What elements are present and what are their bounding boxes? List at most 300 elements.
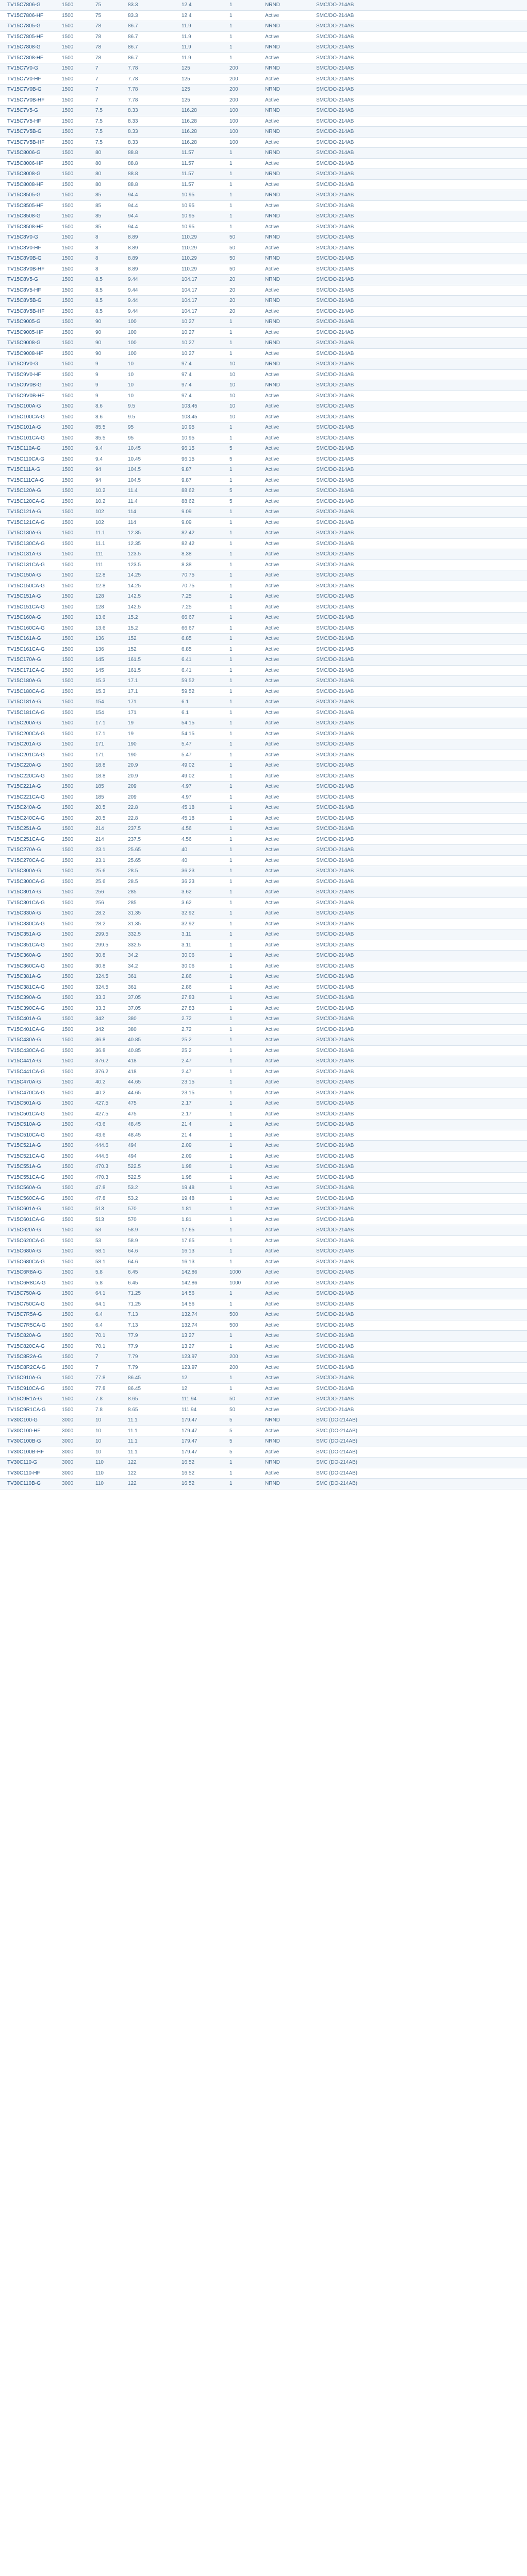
cell-part-number[interactable]: TV15C120CA-G	[0, 496, 55, 507]
cell-peak-power: 1500	[55, 528, 88, 539]
cell-leakage-current: 1	[222, 338, 258, 349]
cell-part-number[interactable]: TV15C910CA-G	[0, 1383, 55, 1394]
cell-standoff-voltage: 8	[88, 243, 121, 253]
cell-part-number[interactable]: TV15C161CA-G	[0, 644, 55, 655]
cell-part-number[interactable]: TV15C160A-G	[0, 613, 55, 623]
cell-peak-current: 6.41	[174, 665, 222, 676]
cell-part-number[interactable]: TV15C8V0-HF	[0, 243, 55, 253]
cell-part-number[interactable]: TV15C8508-HF	[0, 222, 55, 232]
cell-status: Active	[258, 581, 309, 591]
cell-package: SMC/DO-214AB	[309, 1225, 527, 1236]
cell-part-number[interactable]: TV30C110-G	[0, 1458, 55, 1468]
cell-part-number[interactable]: TV15C9005-HF	[0, 327, 55, 338]
cell-peak-power: 1500	[55, 908, 88, 919]
cell-standoff-voltage: 427.5	[88, 1098, 121, 1109]
cell-peak-current: 23.15	[174, 1088, 222, 1098]
cell-part-number[interactable]: TV15C501A-G	[0, 1098, 55, 1109]
cell-leakage-current: 1	[222, 327, 258, 338]
cell-breakdown-voltage: 418	[121, 1056, 174, 1067]
cell-part-number[interactable]: TV15C7806-G	[0, 0, 55, 10]
table-row	[0, 1130, 527, 1141]
cell-peak-power: 1500	[55, 21, 88, 32]
cell-peak-power: 3000	[55, 1436, 88, 1447]
cell-part-number[interactable]: TV15C131CA-G	[0, 560, 55, 570]
cell-part-number[interactable]: TV15C9V0-G	[0, 359, 55, 370]
cell-leakage-current: 1	[222, 824, 258, 835]
cell-part-number[interactable]: TV15C301A-G	[0, 887, 55, 898]
cell-part-number[interactable]: TV15C390A-G	[0, 993, 55, 1004]
cell-leakage-current: 1	[222, 961, 258, 972]
cell-part-number[interactable]: TV15C270A-G	[0, 845, 55, 856]
cell-part-number[interactable]: TV15C8505-G	[0, 190, 55, 201]
cell-leakage-current: 1	[222, 982, 258, 993]
table-row	[0, 10, 527, 21]
cell-breakdown-voltage: 142.5	[121, 591, 174, 602]
cell-part-number[interactable]: TV15C170A-G	[0, 655, 55, 666]
cell-part-number[interactable]: TV15C910A-G	[0, 1373, 55, 1384]
cell-part-number[interactable]: TV15C351CA-G	[0, 940, 55, 951]
cell-part-number[interactable]: TV15C381CA-G	[0, 982, 55, 993]
cell-package: SMC/DO-214AB	[309, 359, 527, 370]
cell-part-number[interactable]: TV15C181A-G	[0, 697, 55, 708]
cell-part-number[interactable]: TV15C430CA-G	[0, 1045, 55, 1056]
cell-status: Active	[258, 623, 309, 634]
cell-part-number[interactable]: TV15C240A-G	[0, 803, 55, 814]
cell-standoff-voltage: 75	[88, 10, 121, 21]
cell-part-number[interactable]: TV15C351A-G	[0, 929, 55, 940]
table-row	[0, 560, 527, 570]
cell-leakage-current: 5	[222, 1415, 258, 1426]
cell-breakdown-voltage: 10.45	[121, 454, 174, 465]
cell-peak-power: 1500	[55, 1362, 88, 1373]
cell-part-number[interactable]: TV15C8505-HF	[0, 200, 55, 211]
cell-part-number[interactable]: TV15C441A-G	[0, 1056, 55, 1067]
cell-part-number[interactable]: TV15C8008-HF	[0, 179, 55, 190]
cell-package: SMC/DO-214AB	[309, 1172, 527, 1183]
cell-peak-current: 7.25	[174, 591, 222, 602]
cell-status: Active	[258, 1331, 309, 1342]
cell-status: NRND	[258, 296, 309, 307]
cell-part-number[interactable]: TV15C430A-G	[0, 1035, 55, 1046]
cell-part-number[interactable]: TV15C750CA-G	[0, 1299, 55, 1310]
cell-peak-power: 1500	[55, 549, 88, 560]
cell-part-number[interactable]: TV15C200CA-G	[0, 728, 55, 739]
cell-part-number[interactable]: TV15C7808-HF	[0, 53, 55, 63]
cell-peak-power: 1500	[55, 1109, 88, 1120]
cell-leakage-current: 1	[222, 1479, 258, 1489]
cell-part-number[interactable]: TV15C8V0B-G	[0, 253, 55, 264]
cell-standoff-voltage: 470.3	[88, 1172, 121, 1183]
cell-package: SMC/DO-214AB	[309, 84, 527, 95]
cell-part-number[interactable]: TV15C401A-G	[0, 1014, 55, 1025]
cell-breakdown-voltage: 522.5	[121, 1162, 174, 1173]
cell-part-number[interactable]: TV15C221CA-G	[0, 792, 55, 803]
cell-status: Active	[258, 74, 309, 84]
cell-part-number[interactable]: TV15C820CA-G	[0, 1341, 55, 1352]
cell-part-number[interactable]: TV15C240CA-G	[0, 813, 55, 824]
cell-status: Active	[258, 1162, 309, 1173]
cell-part-number[interactable]: TV15C8V5-HF	[0, 285, 55, 296]
cell-peak-current: 4.97	[174, 792, 222, 803]
cell-standoff-voltage: 47.8	[88, 1183, 121, 1194]
cell-peak-power: 1500	[55, 475, 88, 486]
cell-package: SMC/DO-214AB	[309, 1045, 527, 1056]
cell-leakage-current: 1	[222, 0, 258, 10]
cell-part-number[interactable]: TV15C151A-G	[0, 591, 55, 602]
cell-part-number[interactable]: TV15C221A-G	[0, 782, 55, 792]
cell-status: Active	[258, 1426, 309, 1436]
cell-breakdown-voltage: 171	[121, 707, 174, 718]
cell-part-number[interactable]: TV15C680A-G	[0, 1246, 55, 1257]
cell-part-number[interactable]: TV15C270CA-G	[0, 855, 55, 866]
cell-part-number[interactable]: TV15C7V0-G	[0, 63, 55, 74]
cell-peak-current: 4.56	[174, 824, 222, 835]
cell-part-number[interactable]: TV15C8V0B-HF	[0, 264, 55, 275]
cell-part-number[interactable]: TV15C470CA-G	[0, 1088, 55, 1098]
cell-status: NRND	[258, 232, 309, 243]
table-row	[0, 285, 527, 296]
cell-part-number[interactable]: TV15C131A-G	[0, 549, 55, 560]
cell-standoff-voltage: 7.5	[88, 127, 121, 138]
cell-part-number[interactable]: TV15C110CA-G	[0, 454, 55, 465]
cell-peak-power: 1500	[55, 538, 88, 549]
cell-part-number[interactable]: TV15C300A-G	[0, 866, 55, 877]
cell-part-number[interactable]: TV15C180CA-G	[0, 686, 55, 697]
cell-peak-power: 1500	[55, 1394, 88, 1405]
cell-standoff-voltage: 12.8	[88, 570, 121, 581]
cell-part-number[interactable]: TV15C8R2CA-G	[0, 1362, 55, 1373]
cell-part-number[interactable]: TV15C521CA-G	[0, 1151, 55, 1162]
cell-package: SMC/DO-214AB	[309, 1235, 527, 1246]
cell-part-number[interactable]: TV15C9R1CA-G	[0, 1404, 55, 1415]
table-row	[0, 1066, 527, 1077]
cell-part-number[interactable]: TV15C130A-G	[0, 528, 55, 539]
cell-part-number[interactable]: TV15C8006-HF	[0, 158, 55, 169]
cell-peak-current: 23.15	[174, 1077, 222, 1088]
cell-leakage-current: 1	[222, 919, 258, 929]
cell-part-number[interactable]: TV15C8V5B-G	[0, 296, 55, 307]
cell-part-number[interactable]: TV15C130CA-G	[0, 538, 55, 549]
cell-part-number[interactable]: TV15C620A-G	[0, 1225, 55, 1236]
cell-part-number[interactable]: TV15C7V5B-HF	[0, 137, 55, 148]
cell-part-number[interactable]: TV15C9V0-HF	[0, 369, 55, 380]
cell-leakage-current: 1	[222, 169, 258, 180]
cell-part-number[interactable]: TV15C9008-HF	[0, 348, 55, 359]
cell-part-number[interactable]: TV15C7V5-G	[0, 106, 55, 116]
cell-part-number[interactable]: TV30C100B-HF	[0, 1447, 55, 1458]
cell-breakdown-voltage: 237.5	[121, 824, 174, 835]
cell-status: Active	[258, 1024, 309, 1035]
cell-part-number[interactable]: TV15C9R1A-G	[0, 1394, 55, 1405]
table-row	[0, 1383, 527, 1394]
cell-package: SMC (DO-214AB)	[309, 1447, 527, 1458]
cell-part-number[interactable]: TV15C7V0B-G	[0, 84, 55, 95]
cell-status: Active	[258, 391, 309, 401]
cell-part-number[interactable]: TV15C381A-G	[0, 972, 55, 982]
cell-peak-current: 11.57	[174, 158, 222, 169]
cell-leakage-current: 1	[222, 771, 258, 782]
cell-breakdown-voltage: 15.2	[121, 623, 174, 634]
cell-package: SMC (DO-214AB)	[309, 1458, 527, 1468]
cell-part-number[interactable]: TV15C101CA-G	[0, 433, 55, 444]
cell-status: Active	[258, 1383, 309, 1394]
cell-leakage-current: 1	[222, 1035, 258, 1046]
cell-breakdown-voltage: 190	[121, 739, 174, 750]
cell-part-number[interactable]: TV15C501CA-G	[0, 1109, 55, 1120]
cell-part-number[interactable]: TV15C6R8CA-G	[0, 1278, 55, 1289]
cell-part-number[interactable]: TV15C7805-G	[0, 21, 55, 32]
cell-leakage-current: 1	[222, 1257, 258, 1267]
cell-package: SMC/DO-214AB	[309, 348, 527, 359]
cell-part-number[interactable]: TV15C7805-HF	[0, 31, 55, 42]
cell-part-number[interactable]: TV15C750A-G	[0, 1289, 55, 1299]
cell-breakdown-voltage: 522.5	[121, 1172, 174, 1183]
cell-package: SMC/DO-214AB	[309, 634, 527, 645]
cell-breakdown-voltage: 161.5	[121, 655, 174, 666]
cell-part-number[interactable]: TV15C510A-G	[0, 1120, 55, 1130]
cell-leakage-current: 1	[222, 813, 258, 824]
cell-part-number[interactable]: TV30C110-HF	[0, 1468, 55, 1479]
cell-leakage-current: 1	[222, 634, 258, 645]
cell-part-number[interactable]: TV15C161A-G	[0, 634, 55, 645]
cell-status: NRND	[258, 1479, 309, 1489]
cell-part-number[interactable]: TV15C100CA-G	[0, 412, 55, 422]
cell-part-number[interactable]: TV15C180A-G	[0, 676, 55, 687]
cell-part-number[interactable]: TV15C7V5-HF	[0, 116, 55, 127]
cell-part-number[interactable]: TV15C551A-G	[0, 1162, 55, 1173]
cell-part-number[interactable]: TV15C181CA-G	[0, 707, 55, 718]
cell-leakage-current: 1	[222, 1066, 258, 1077]
cell-peak-power: 1500	[55, 369, 88, 380]
cell-status: Active	[258, 475, 309, 486]
cell-peak-current: 14.56	[174, 1289, 222, 1299]
cell-peak-power: 1500	[55, 813, 88, 824]
cell-package: SMC/DO-214AB	[309, 285, 527, 296]
cell-standoff-voltage: 7.5	[88, 106, 121, 116]
cell-package: SMC/DO-214AB	[309, 613, 527, 623]
cell-part-number[interactable]: TV15C521A-G	[0, 1141, 55, 1151]
cell-part-number[interactable]: TV15C150A-G	[0, 570, 55, 581]
cell-leakage-current: 1	[222, 1130, 258, 1141]
cell-breakdown-voltage: 11.1	[121, 1415, 174, 1426]
cell-part-number[interactable]: TV15C330A-G	[0, 908, 55, 919]
cell-standoff-voltage: 13.6	[88, 613, 121, 623]
cell-leakage-current: 1	[222, 422, 258, 433]
cell-part-number[interactable]: TV15C441CA-G	[0, 1066, 55, 1077]
cell-peak-power: 1500	[55, 285, 88, 296]
cell-part-number[interactable]: TV15C9V0B-HF	[0, 391, 55, 401]
cell-peak-power: 1500	[55, 739, 88, 750]
cell-part-number[interactable]: TV15C101A-G	[0, 422, 55, 433]
cell-part-number[interactable]: TV15C8R2A-G	[0, 1352, 55, 1363]
cell-part-number[interactable]: TV15C820A-G	[0, 1331, 55, 1342]
cell-part-number[interactable]: TV15C360CA-G	[0, 961, 55, 972]
cell-part-number[interactable]: TV15C7V5B-G	[0, 127, 55, 138]
cell-part-number[interactable]: TV15C151CA-G	[0, 602, 55, 613]
table-row	[0, 1120, 527, 1130]
cell-standoff-voltage: 8.5	[88, 306, 121, 317]
cell-standoff-voltage: 25.6	[88, 876, 121, 887]
cell-peak-power: 1500	[55, 422, 88, 433]
cell-part-number[interactable]: TV15C551CA-G	[0, 1172, 55, 1183]
table-row	[0, 148, 527, 159]
cell-part-number[interactable]: TV15C330CA-G	[0, 919, 55, 929]
cell-part-number[interactable]: TV30C100B-G	[0, 1436, 55, 1447]
table-row	[0, 1183, 527, 1194]
cell-status: Active	[258, 528, 309, 539]
cell-part-number[interactable]: TV15C200A-G	[0, 718, 55, 729]
cell-part-number[interactable]: TV15C121CA-G	[0, 517, 55, 528]
table-row	[0, 507, 527, 518]
cell-standoff-voltage: 58.1	[88, 1246, 121, 1257]
table-row	[0, 686, 527, 697]
cell-status: NRND	[258, 169, 309, 180]
cell-standoff-voltage: 90	[88, 348, 121, 359]
cell-part-number[interactable]: TV15C8V0-G	[0, 232, 55, 243]
cell-part-number[interactable]: TV15C220A-G	[0, 760, 55, 771]
cell-part-number[interactable]: TV15C111CA-G	[0, 475, 55, 486]
table-row	[0, 972, 527, 982]
cell-package: SMC/DO-214AB	[309, 158, 527, 169]
cell-standoff-voltage: 15.3	[88, 676, 121, 687]
cell-part-number[interactable]: TV30C110B-G	[0, 1479, 55, 1489]
cell-part-number[interactable]: TV30C100-G	[0, 1415, 55, 1426]
cell-part-number[interactable]: TV15C9V0B-G	[0, 380, 55, 391]
table-row	[0, 253, 527, 264]
cell-part-number[interactable]: TV15C470A-G	[0, 1077, 55, 1088]
cell-part-number[interactable]: TV15C111A-G	[0, 465, 55, 476]
cell-peak-power: 1500	[55, 1278, 88, 1289]
cell-status: NRND	[258, 1458, 309, 1468]
cell-breakdown-voltage: 9.44	[121, 285, 174, 296]
cell-part-number[interactable]: TV15C601A-G	[0, 1204, 55, 1215]
cell-breakdown-voltage: 11.1	[121, 1436, 174, 1447]
cell-part-number[interactable]: TV15C7R5CA-G	[0, 1320, 55, 1331]
table-row	[0, 222, 527, 232]
table-row	[0, 1045, 527, 1056]
cell-package: SMC/DO-214AB	[309, 1214, 527, 1225]
cell-part-number[interactable]: TV15C121A-G	[0, 507, 55, 518]
cell-part-number[interactable]: TV15C390CA-G	[0, 1003, 55, 1014]
cell-leakage-current: 1	[222, 972, 258, 982]
cell-standoff-voltage: 256	[88, 887, 121, 898]
cell-peak-current: 8.38	[174, 549, 222, 560]
cell-part-number[interactable]: TV15C7V0B-HF	[0, 95, 55, 106]
cell-part-number[interactable]: TV15C171CA-G	[0, 665, 55, 676]
cell-part-number[interactable]: TV15C7806-HF	[0, 10, 55, 21]
table-row	[0, 792, 527, 803]
cell-part-number[interactable]: TV15C7808-G	[0, 42, 55, 53]
table-row	[0, 602, 527, 613]
cell-part-number[interactable]: TV15C360A-G	[0, 951, 55, 961]
cell-leakage-current: 200	[222, 95, 258, 106]
cell-standoff-voltage: 10	[88, 1426, 121, 1436]
cell-standoff-voltage: 78	[88, 53, 121, 63]
cell-leakage-current: 1	[222, 1204, 258, 1215]
table-row	[0, 993, 527, 1004]
cell-part-number[interactable]: TV15C8V5-G	[0, 275, 55, 285]
cell-package: SMC/DO-214AB	[309, 1257, 527, 1267]
cell-part-number[interactable]: TV30C100-HF	[0, 1426, 55, 1436]
cell-peak-power: 1500	[55, 644, 88, 655]
cell-breakdown-voltage: 361	[121, 972, 174, 982]
cell-standoff-voltage: 11.1	[88, 528, 121, 539]
table-row	[0, 1352, 527, 1363]
cell-status: Active	[258, 507, 309, 518]
cell-breakdown-voltage: 104.5	[121, 465, 174, 476]
cell-part-number[interactable]: TV15C9008-G	[0, 338, 55, 349]
table-row	[0, 1172, 527, 1183]
cell-leakage-current: 10	[222, 380, 258, 391]
cell-package: SMC/DO-214AB	[309, 200, 527, 211]
cell-breakdown-voltage: 20.9	[121, 760, 174, 771]
cell-peak-current: 10.27	[174, 348, 222, 359]
cell-part-number[interactable]: TV15C8006-G	[0, 148, 55, 159]
cell-part-number[interactable]: TV15C8508-G	[0, 211, 55, 222]
cell-status: Active	[258, 908, 309, 919]
cell-package: SMC/DO-214AB	[309, 391, 527, 401]
cell-standoff-voltage: 20.5	[88, 803, 121, 814]
cell-standoff-voltage: 90	[88, 338, 121, 349]
cell-status: Active	[258, 887, 309, 898]
cell-part-number[interactable]: TV15C8008-G	[0, 169, 55, 180]
cell-part-number[interactable]: TV15C6R8A-G	[0, 1267, 55, 1278]
cell-leakage-current: 5	[222, 444, 258, 454]
cell-status: Active	[258, 760, 309, 771]
cell-part-number[interactable]: TV15C100A-G	[0, 401, 55, 412]
table-row	[0, 845, 527, 856]
cell-part-number[interactable]: TV15C601CA-G	[0, 1214, 55, 1225]
cell-breakdown-voltage: 64.6	[121, 1257, 174, 1267]
cell-part-number[interactable]: TV15C560CA-G	[0, 1193, 55, 1204]
cell-peak-current: 125	[174, 63, 222, 74]
cell-part-number[interactable]: TV15C8V5B-HF	[0, 306, 55, 317]
cell-part-number[interactable]: TV15C301CA-G	[0, 897, 55, 908]
cell-peak-power: 1500	[55, 53, 88, 63]
table-row	[0, 634, 527, 645]
cell-standoff-voltage: 10	[88, 1436, 121, 1447]
cell-breakdown-voltage: 8.33	[121, 127, 174, 138]
cell-part-number[interactable]: TV15C7V0-HF	[0, 74, 55, 84]
cell-part-number[interactable]: TV15C401CA-G	[0, 1024, 55, 1035]
cell-part-number[interactable]: TV15C510CA-G	[0, 1130, 55, 1141]
cell-status: NRND	[258, 106, 309, 116]
cell-package: SMC/DO-214AB	[309, 602, 527, 613]
table-row	[0, 1035, 527, 1046]
cell-part-number[interactable]: TV15C251CA-G	[0, 834, 55, 845]
cell-part-number[interactable]: TV15C680CA-G	[0, 1257, 55, 1267]
cell-part-number[interactable]: TV15C560A-G	[0, 1183, 55, 1194]
cell-part-number[interactable]: TV15C620CA-G	[0, 1235, 55, 1246]
cell-part-number[interactable]: TV15C300CA-G	[0, 876, 55, 887]
cell-package: SMC/DO-214AB	[309, 401, 527, 412]
cell-peak-current: 10.95	[174, 211, 222, 222]
cell-part-number[interactable]: TV15C150CA-G	[0, 581, 55, 591]
cell-part-number[interactable]: TV15C9005-G	[0, 317, 55, 328]
cell-part-number[interactable]: TV15C110A-G	[0, 444, 55, 454]
cell-part-number[interactable]: TV15C220CA-G	[0, 771, 55, 782]
cell-part-number[interactable]: TV15C201CA-G	[0, 750, 55, 760]
cell-part-number[interactable]: TV15C120A-G	[0, 486, 55, 497]
cell-breakdown-voltage: 83.3	[121, 10, 174, 21]
cell-breakdown-voltage: 28.5	[121, 866, 174, 877]
cell-part-number[interactable]: TV15C7R5A-G	[0, 1310, 55, 1320]
cell-part-number[interactable]: TV15C201A-G	[0, 739, 55, 750]
cell-part-number[interactable]: TV15C160CA-G	[0, 623, 55, 634]
cell-part-number[interactable]: TV15C251A-G	[0, 824, 55, 835]
cell-status: Active	[258, 53, 309, 63]
cell-peak-power: 1500	[55, 1183, 88, 1194]
